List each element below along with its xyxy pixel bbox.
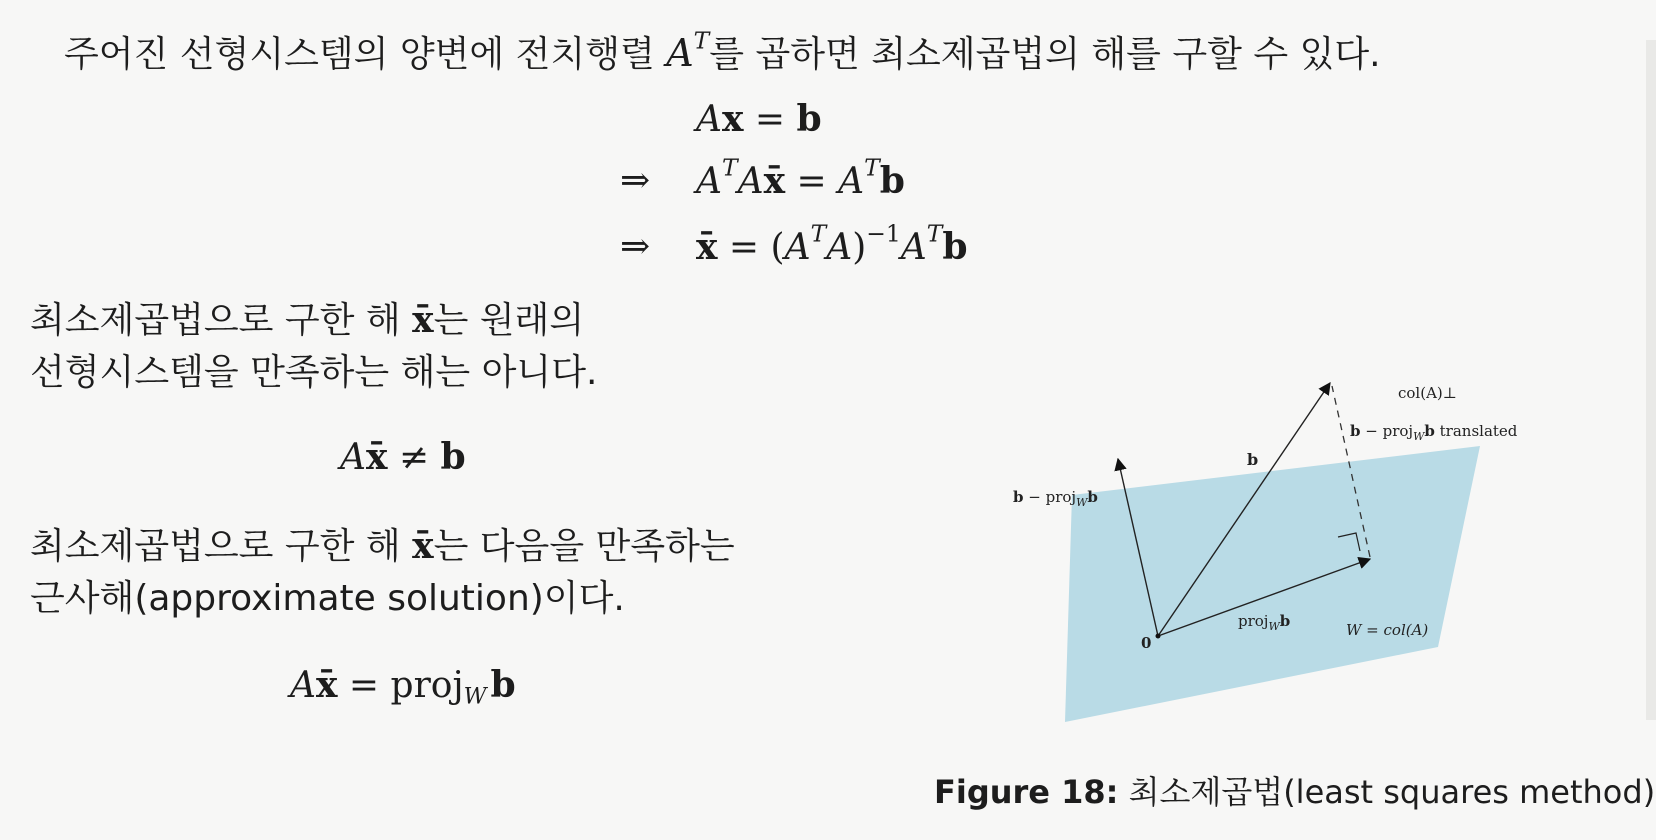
equation-line-3: x̄ = $(A^TA)^{-1}A^Tb$ [696,219,968,268]
col-perp-label: col(A)⊥ [1398,384,1457,402]
scrollbar[interactable] [1646,40,1656,720]
inequality-equation: Ax̄ ≠ b [340,436,466,478]
origin-dot [1156,634,1161,639]
paragraph-line: 근사해(approximate solution)이다. [30,578,625,619]
projection-equation: Ax̄ = proj$_W$ b [290,664,516,710]
matrix-a: A [666,31,694,75]
plane-w [1065,446,1480,722]
paragraph-line: 선형시스템을 만족하는 해는 아니다. [30,352,598,393]
orthogonal-label: b − proj$_W$b [1013,488,1098,509]
transpose-sup: T [693,26,710,55]
paragraph-line: 최소제곱법으로 구한 해 x̄는 다음을 만족하는 [30,525,735,567]
equation-line-2: $A^TAx̄ = A^Tb$ [696,153,905,202]
implies-arrow-1: ⇒ [620,160,651,201]
plane-label: W = col(A) [1346,621,1429,639]
equation-line-1: Ax = b [696,98,822,140]
figure-caption-text: 최소제곱법(least squares method) [1118,773,1656,811]
intro-text-before: 주어진 선형시스템의 양변에 전치행렬 [64,34,667,75]
origin-label: 0 [1141,634,1152,652]
figure-number: Figure 18: [934,773,1119,811]
b-label: b [1247,450,1259,469]
paragraph-line: 최소제곱법으로 구한 해 x̄는 원래의 [30,299,585,341]
implies-arrow-2: ⇒ [620,226,651,267]
proj-label: proj$_W$b [1238,612,1291,633]
translated-label: b − proj$_W$b translated [1350,422,1518,443]
intro-text-after: 를 곱하면 최소제곱법의 해를 구할 수 있다. [709,34,1381,75]
figure-caption [934,767,1655,813]
